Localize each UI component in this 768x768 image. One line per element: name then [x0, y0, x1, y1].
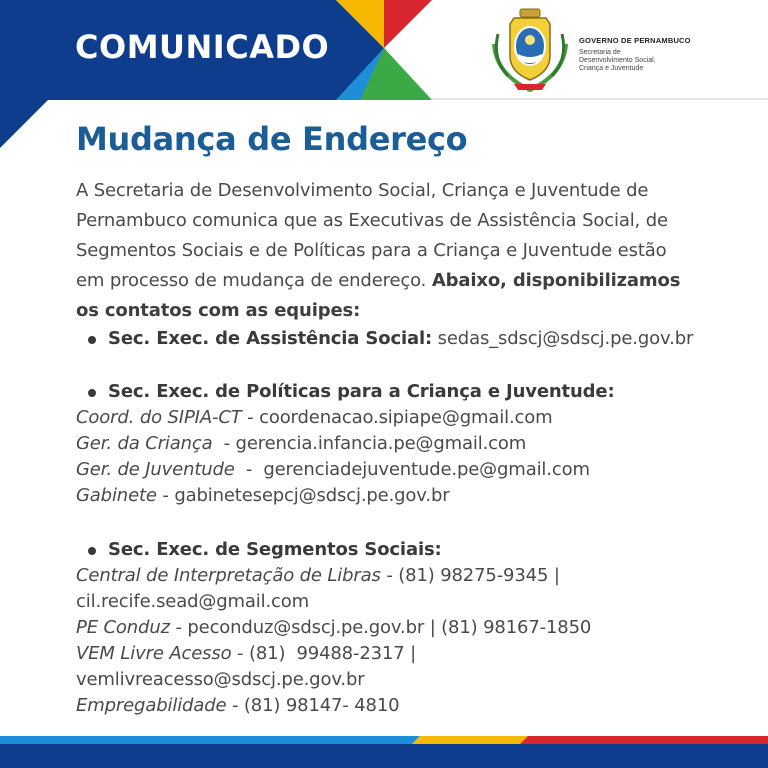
footer-red-stripe	[520, 736, 768, 744]
header-title: COMUNICADO	[75, 28, 330, 66]
government-name: GOVERNO DE PERNAMBUCO	[579, 36, 691, 45]
contact-label: Ger. da Criança	[76, 433, 213, 454]
bullet-dot	[88, 389, 96, 397]
section-assistencia-social	[76, 326, 716, 352]
contact-line	[76, 457, 716, 483]
contact-value: - (81) 99488-2317 |	[231, 643, 417, 664]
footer-banner	[0, 728, 768, 768]
contact-value: cil.recife.sead@gmail.com	[76, 591, 310, 612]
contact-label: Central de Interpretação de Libras	[76, 565, 381, 586]
contact-label: Empregabilidade	[76, 695, 227, 716]
contact-label: VEM Livre Acesso	[76, 643, 232, 664]
section-title: Sec. Exec. de Assistência Social:	[108, 328, 433, 349]
contact-value: - gabinetesepcj@sdscj.pe.gov.br	[156, 485, 450, 506]
secretariat-line: Criança e Juventude	[579, 64, 644, 72]
page-title: Mudança de Endereço	[76, 120, 468, 158]
section-segmentos-sociais	[76, 537, 716, 719]
secretariat-line: Desenvolvimento Social,	[579, 56, 656, 64]
contact-value: - peconduz@sdscj.pe.gov.br | (81) 98167-1850	[169, 617, 592, 638]
section-title: Sec. Exec. de Políticas para a Criança e Juventude:	[108, 381, 615, 402]
contact-line	[76, 483, 716, 509]
contact-value: - gerencia.infancia.pe@gmail.com	[212, 433, 527, 454]
section-criança-juventude	[76, 379, 716, 509]
contact-value: - coordenacao.sipiape@gmail.com	[241, 407, 553, 428]
bullet-dot	[88, 547, 96, 555]
section-heading	[76, 537, 716, 563]
contact-label: Coord. do SIPIA-CT	[76, 407, 242, 428]
section-heading	[76, 379, 716, 405]
contact-line	[76, 431, 716, 457]
contact-line	[76, 405, 716, 431]
footer-yellow-stripe	[412, 736, 528, 744]
section-title: Sec. Exec. de Segmentos Sociais:	[108, 539, 442, 560]
footer-lightblue-stripe	[0, 736, 420, 744]
intro-paragraph	[76, 176, 696, 326]
contact-label: Ger. de Juventude	[76, 459, 235, 480]
bullet-dot	[88, 336, 96, 344]
intro-text: A Secretaria de Desenvolvimento Social, Criança e Juventude de Pernambuco comunica que as Executivas de Assistência Social, de Segmentos Sociais e de Políticas para a Criança e Juventude estão em processo de mudança de endereço.	[76, 180, 668, 291]
contact-line	[76, 667, 716, 693]
section-heading	[76, 326, 716, 352]
contact-value: vemlivreacesso@sdscj.pe.gov.br	[76, 669, 365, 690]
header-red-shape	[384, 0, 432, 48]
section-inline-contact: sedas_sdscj@sdscj.pe.gov.br	[437, 328, 694, 349]
secretariat-line: Secretaria de	[579, 48, 621, 56]
contact-value: - (81) 98147- 4810	[226, 695, 400, 716]
contact-line	[76, 693, 716, 719]
contact-value: - gerenciadejuventude.pe@gmail.com	[234, 459, 590, 480]
contact-label: PE Conduz	[76, 617, 170, 638]
contact-label: Gabinete	[76, 485, 157, 506]
government-text-block	[579, 37, 691, 73]
intro-bold-text: Abaixo, disponibilizamos os contatos com as equipes:	[76, 270, 681, 321]
contact-line	[76, 563, 716, 589]
coat-of-arms-logo	[484, 4, 576, 96]
contact-line	[76, 615, 716, 641]
footer-blue-band	[0, 744, 768, 768]
contact-line	[76, 641, 716, 667]
contact-line	[76, 589, 716, 615]
contact-value: - (81) 98275-9345 |	[380, 565, 560, 586]
